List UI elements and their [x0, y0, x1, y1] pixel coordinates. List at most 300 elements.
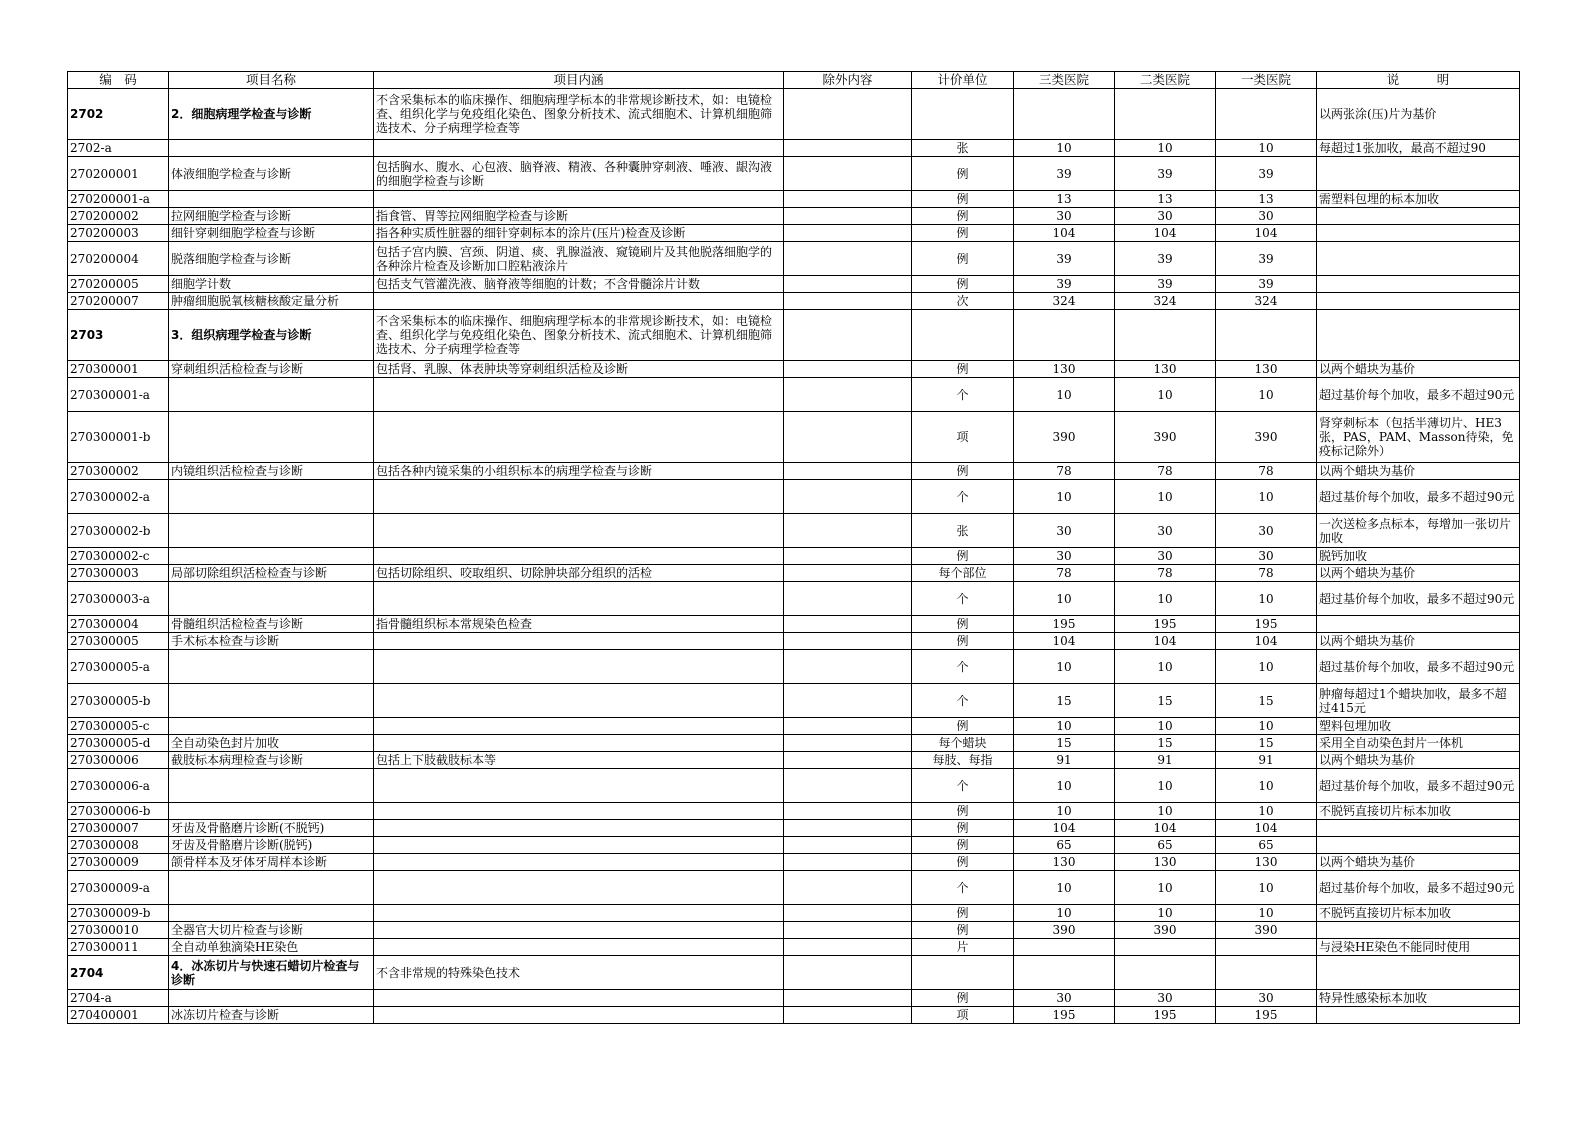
exclusions-cell: [784, 633, 912, 650]
item-content-cell: 包括肾、乳腺、体表肿块等穿刺组织活检及诊断: [374, 361, 784, 378]
header-unit: 计价单位: [912, 72, 1014, 89]
class3-price-cell: 10: [1014, 871, 1115, 905]
class1-price-cell: 13: [1216, 191, 1317, 208]
item-content-cell: [374, 735, 784, 752]
notes-cell: 肾穿刺标本（包括半薄切片、HE3张，PAS，PAM、Masson待染，免疫标记除外）: [1317, 412, 1520, 463]
class3-price-cell: 390: [1014, 412, 1115, 463]
class3-price-cell: 78: [1014, 565, 1115, 582]
table-row: [68, 140, 1520, 157]
class3-price-cell: 10: [1014, 140, 1115, 157]
class3-price-cell: 130: [1014, 854, 1115, 871]
item-name-cell: [169, 191, 374, 208]
item-name-cell: 冰冻切片检查与诊断: [169, 1007, 374, 1024]
item-name-cell: 局部切除组织活检检查与诊断: [169, 565, 374, 582]
exclusions-cell: [784, 735, 912, 752]
item-content-cell: [374, 191, 784, 208]
exclusions-cell: [784, 208, 912, 225]
notes-cell: 肿瘤每超过1个蜡块加收，最多不超过415元: [1317, 684, 1520, 718]
class1-price-cell: 39: [1216, 276, 1317, 293]
item-name-cell: [169, 718, 374, 735]
notes-cell: 超过基价每个加收，最多不超过90元: [1317, 582, 1520, 616]
unit-cell: 个: [912, 378, 1014, 412]
exclusions-cell: [784, 310, 912, 361]
code-cell: 270300005: [68, 633, 169, 650]
unit-cell: 每个蜡块: [912, 735, 1014, 752]
exclusions-cell: [784, 820, 912, 837]
class3-price-cell: 30: [1014, 514, 1115, 548]
class2-price-cell: 65: [1115, 837, 1216, 854]
class2-price-cell: 10: [1115, 480, 1216, 514]
class3-price-cell: 30: [1014, 990, 1115, 1007]
class2-price-cell: 30: [1115, 548, 1216, 565]
class2-price-cell: 78: [1115, 565, 1216, 582]
notes-cell: 以两个蜡块为基价: [1317, 361, 1520, 378]
exclusions-cell: [784, 769, 912, 803]
unit-cell: 例: [912, 905, 1014, 922]
notes-cell: 超过基价每个加收，最多不超过90元: [1317, 769, 1520, 803]
exclusions-cell: [784, 990, 912, 1007]
class2-price-cell: 30: [1115, 208, 1216, 225]
class1-price-cell: 104: [1216, 820, 1317, 837]
notes-cell: [1317, 276, 1520, 293]
table-row: [68, 361, 1520, 378]
class1-price-cell: 130: [1216, 361, 1317, 378]
unit-cell: 例: [912, 990, 1014, 1007]
class1-price-cell: 78: [1216, 463, 1317, 480]
class3-price-cell: 195: [1014, 616, 1115, 633]
code-cell: 270300001-a: [68, 378, 169, 412]
class3-price-cell: 390: [1014, 922, 1115, 939]
exclusions-cell: [784, 242, 912, 276]
table-row: [68, 633, 1520, 650]
item-content-cell: [374, 769, 784, 803]
unit-cell: 个: [912, 684, 1014, 718]
class2-price-cell: 130: [1115, 854, 1216, 871]
notes-cell: 采用全自动染色封片一体机: [1317, 735, 1520, 752]
exclusions-cell: [784, 871, 912, 905]
code-cell: 270300002-c: [68, 548, 169, 565]
item-content-cell: [374, 990, 784, 1007]
table-row: [68, 565, 1520, 582]
code-cell: 270300001: [68, 361, 169, 378]
notes-cell: [1317, 616, 1520, 633]
unit-cell: 例: [912, 463, 1014, 480]
notes-cell: [1317, 157, 1520, 191]
class3-price-cell: 104: [1014, 225, 1115, 242]
item-content-cell: [374, 1007, 784, 1024]
notes-cell: 塑料包埋加收: [1317, 718, 1520, 735]
table-row: [68, 854, 1520, 871]
exclusions-cell: [784, 225, 912, 242]
item-content-cell: 包括各种内镜采集的小组织标本的病理学检查与诊断: [374, 463, 784, 480]
class1-price-cell: [1216, 310, 1317, 361]
class3-price-cell: 10: [1014, 718, 1115, 735]
class1-price-cell: 65: [1216, 837, 1317, 854]
item-name-cell: 2．细胞病理学检查与诊断: [169, 89, 374, 140]
unit-cell: 项: [912, 412, 1014, 463]
code-cell: 270300002: [68, 463, 169, 480]
table-row: [68, 514, 1520, 548]
class1-price-cell: 91: [1216, 752, 1317, 769]
notes-cell: 不脱钙直接切片标本加收: [1317, 803, 1520, 820]
class3-price-cell: 30: [1014, 208, 1115, 225]
class1-price-cell: 30: [1216, 208, 1317, 225]
table-row: [68, 769, 1520, 803]
item-content-cell: [374, 837, 784, 854]
item-content-cell: [374, 684, 784, 718]
exclusions-cell: [784, 956, 912, 990]
code-cell: 270300009-b: [68, 905, 169, 922]
class1-price-cell: 30: [1216, 990, 1317, 1007]
exclusions-cell: [784, 582, 912, 616]
unit-cell: 项: [912, 1007, 1014, 1024]
exclusions-cell: [784, 803, 912, 820]
table-row: [68, 650, 1520, 684]
table-row: [68, 939, 1520, 956]
item-name-cell: 颌骨样本及牙体牙周样本诊断: [169, 854, 374, 871]
item-name-cell: 细针穿刺细胞学检查与诊断: [169, 225, 374, 242]
item-name-cell: [169, 480, 374, 514]
unit-cell: 例: [912, 191, 1014, 208]
exclusions-cell: [784, 361, 912, 378]
unit-cell: 例: [912, 854, 1014, 871]
table-row: [68, 871, 1520, 905]
class2-price-cell: 10: [1115, 718, 1216, 735]
class3-price-cell: 130: [1014, 361, 1115, 378]
class1-price-cell: 10: [1216, 769, 1317, 803]
class2-price-cell: 195: [1115, 1007, 1216, 1024]
code-cell: 270300002-a: [68, 480, 169, 514]
code-cell: 270300008: [68, 837, 169, 854]
item-content-cell: [374, 480, 784, 514]
item-content-cell: 指各种实质性脏器的细针穿刺标本的涂片(压片)检查及诊断: [374, 225, 784, 242]
class1-price-cell: 39: [1216, 157, 1317, 191]
class3-price-cell: 39: [1014, 242, 1115, 276]
header-notes: 说 明: [1317, 72, 1520, 89]
notes-cell: [1317, 208, 1520, 225]
table-row: [68, 616, 1520, 633]
item-content-cell: [374, 412, 784, 463]
exclusions-cell: [784, 565, 912, 582]
table-row: [68, 276, 1520, 293]
unit-cell: [912, 310, 1014, 361]
unit-cell: 个: [912, 582, 1014, 616]
unit-cell: 例: [912, 276, 1014, 293]
item-content-cell: 指食管、胃等拉网细胞学检查与诊断: [374, 208, 784, 225]
code-cell: 270400001: [68, 1007, 169, 1024]
class1-price-cell: 30: [1216, 548, 1317, 565]
notes-cell: 以两个蜡块为基价: [1317, 752, 1520, 769]
code-cell: 270300007: [68, 820, 169, 837]
notes-cell: [1317, 1007, 1520, 1024]
code-cell: 270300006-a: [68, 769, 169, 803]
class1-price-cell: 10: [1216, 582, 1317, 616]
notes-cell: 以两个蜡块为基价: [1317, 854, 1520, 871]
item-name-cell: [169, 582, 374, 616]
item-name-cell: [169, 140, 374, 157]
header-item-name: 项目名称: [169, 72, 374, 89]
unit-cell: 例: [912, 837, 1014, 854]
item-name-cell: [169, 514, 374, 548]
notes-cell: [1317, 820, 1520, 837]
item-content-cell: 包括支气管灌洗液、脑脊液等细胞的计数；不含骨髓涂片计数: [374, 276, 784, 293]
item-name-cell: [169, 905, 374, 922]
exclusions-cell: [784, 752, 912, 769]
code-cell: 2702-a: [68, 140, 169, 157]
class3-price-cell: 39: [1014, 157, 1115, 191]
unit-cell: 次: [912, 293, 1014, 310]
header-row: [68, 72, 1520, 89]
header-exclusions: 除外内容: [784, 72, 912, 89]
item-content-cell: 包括上下肢截肢标本等: [374, 752, 784, 769]
class2-price-cell: 91: [1115, 752, 1216, 769]
item-name-cell: [169, 412, 374, 463]
item-name-cell: 细胞学计数: [169, 276, 374, 293]
class2-price-cell: 10: [1115, 769, 1216, 803]
unit-cell: 个: [912, 871, 1014, 905]
exclusions-cell: [784, 140, 912, 157]
notes-cell: 以两张涂(压)片为基价: [1317, 89, 1520, 140]
unit-cell: 例: [912, 922, 1014, 939]
exclusions-cell: [784, 650, 912, 684]
code-cell: 270300006: [68, 752, 169, 769]
notes-cell: 不脱钙直接切片标本加收: [1317, 905, 1520, 922]
class3-price-cell: 10: [1014, 378, 1115, 412]
class1-price-cell: 10: [1216, 378, 1317, 412]
class3-price-cell: 65: [1014, 837, 1115, 854]
header-class1-price: 一类医院: [1216, 72, 1317, 89]
table-row: [68, 1007, 1520, 1024]
unit-cell: 例: [912, 616, 1014, 633]
class2-price-cell: 104: [1115, 633, 1216, 650]
unit-cell: 个: [912, 480, 1014, 514]
class1-price-cell: 130: [1216, 854, 1317, 871]
item-content-cell: [374, 293, 784, 310]
notes-cell: [1317, 310, 1520, 361]
class2-price-cell: 10: [1115, 378, 1216, 412]
class1-price-cell: 390: [1216, 922, 1317, 939]
class1-price-cell: 15: [1216, 684, 1317, 718]
item-content-cell: [374, 718, 784, 735]
table-row: [68, 378, 1520, 412]
notes-cell: 特异性感染标本加收: [1317, 990, 1520, 1007]
class2-price-cell: 15: [1115, 684, 1216, 718]
unit-cell: 例: [912, 361, 1014, 378]
class1-price-cell: [1216, 89, 1317, 140]
class1-price-cell: 390: [1216, 412, 1317, 463]
item-content-cell: [374, 803, 784, 820]
code-cell: 270200007: [68, 293, 169, 310]
exclusions-cell: [784, 191, 912, 208]
item-name-cell: 4．冰冻切片与快速石蜡切片检查与诊断: [169, 956, 374, 990]
class1-price-cell: 10: [1216, 140, 1317, 157]
exclusions-cell: [784, 480, 912, 514]
class3-price-cell: 10: [1014, 803, 1115, 820]
header-class2-price: 二类医院: [1115, 72, 1216, 89]
item-content-cell: [374, 378, 784, 412]
item-content-cell: [374, 854, 784, 871]
exclusions-cell: [784, 922, 912, 939]
unit-cell: 每肢、每指: [912, 752, 1014, 769]
table-row: [68, 293, 1520, 310]
code-cell: 2702: [68, 89, 169, 140]
class3-price-cell: 10: [1014, 650, 1115, 684]
table-row: [68, 718, 1520, 735]
class2-price-cell: 104: [1115, 225, 1216, 242]
item-content-cell: [374, 140, 784, 157]
class3-price-cell: 91: [1014, 752, 1115, 769]
class3-price-cell: [1014, 939, 1115, 956]
code-cell: 270300005-d: [68, 735, 169, 752]
class2-price-cell: [1115, 310, 1216, 361]
exclusions-cell: [784, 837, 912, 854]
notes-cell: 与浸染HE染色不能同时使用: [1317, 939, 1520, 956]
class1-price-cell: 10: [1216, 650, 1317, 684]
code-cell: 270300003: [68, 565, 169, 582]
code-cell: 270300006-b: [68, 803, 169, 820]
class2-price-cell: 130: [1115, 361, 1216, 378]
class2-price-cell: 195: [1115, 616, 1216, 633]
table-row: [68, 803, 1520, 820]
table-row: [68, 480, 1520, 514]
code-cell: 270200001-a: [68, 191, 169, 208]
item-name-cell: 全自动染色封片加收: [169, 735, 374, 752]
code-cell: 270300003-a: [68, 582, 169, 616]
item-name-cell: 穿刺组织活检检查与诊断: [169, 361, 374, 378]
unit-cell: 例: [912, 225, 1014, 242]
class3-price-cell: 30: [1014, 548, 1115, 565]
exclusions-cell: [784, 548, 912, 565]
class3-price-cell: 15: [1014, 735, 1115, 752]
item-content-cell: 包括切除组织、咬取组织、切除肿块部分组织的活检: [374, 565, 784, 582]
unit-cell: 例: [912, 803, 1014, 820]
unit-cell: 每个部位: [912, 565, 1014, 582]
exclusions-cell: [784, 293, 912, 310]
class2-price-cell: 10: [1115, 803, 1216, 820]
unit-cell: [912, 956, 1014, 990]
class1-price-cell: 104: [1216, 225, 1317, 242]
class1-price-cell: 15: [1216, 735, 1317, 752]
unit-cell: 例: [912, 633, 1014, 650]
table-row: [68, 548, 1520, 565]
table-row: [68, 820, 1520, 837]
exclusions-cell: [784, 905, 912, 922]
table-body: [68, 89, 1520, 1024]
class2-price-cell: [1115, 956, 1216, 990]
table-row: [68, 922, 1520, 939]
class3-price-cell: [1014, 956, 1115, 990]
item-content-cell: [374, 633, 784, 650]
exclusions-cell: [784, 1007, 912, 1024]
unit-cell: [912, 89, 1014, 140]
unit-cell: 个: [912, 769, 1014, 803]
class2-price-cell: 10: [1115, 582, 1216, 616]
notes-cell: [1317, 922, 1520, 939]
class1-price-cell: 39: [1216, 242, 1317, 276]
class2-price-cell: 104: [1115, 820, 1216, 837]
item-content-cell: [374, 922, 784, 939]
item-name-cell: 牙齿及骨骼磨片诊断(脱钙): [169, 837, 374, 854]
code-cell: 2704-a: [68, 990, 169, 1007]
code-cell: 270200001: [68, 157, 169, 191]
notes-cell: [1317, 293, 1520, 310]
code-cell: 270300004: [68, 616, 169, 633]
table-row: [68, 242, 1520, 276]
class2-price-cell: 390: [1115, 412, 1216, 463]
item-name-cell: 3．组织病理学检查与诊断: [169, 310, 374, 361]
item-name-cell: 手术标本检查与诊断: [169, 633, 374, 650]
class3-price-cell: 10: [1014, 769, 1115, 803]
class2-price-cell: 10: [1115, 871, 1216, 905]
class1-price-cell: 78: [1216, 565, 1317, 582]
code-cell: 270300002-b: [68, 514, 169, 548]
unit-cell: 例: [912, 157, 1014, 191]
code-cell: 270200002: [68, 208, 169, 225]
class1-price-cell: 104: [1216, 633, 1317, 650]
class2-price-cell: 10: [1115, 905, 1216, 922]
class1-price-cell: [1216, 939, 1317, 956]
exclusions-cell: [784, 89, 912, 140]
unit-cell: 例: [912, 242, 1014, 276]
table-row: [68, 735, 1520, 752]
exclusions-cell: [784, 616, 912, 633]
item-name-cell: 拉网细胞学检查与诊断: [169, 208, 374, 225]
notes-cell: [1317, 225, 1520, 242]
code-cell: 270200004: [68, 242, 169, 276]
item-name-cell: 全自动单独滴染HE染色: [169, 939, 374, 956]
unit-cell: 张: [912, 140, 1014, 157]
code-cell: 270200005: [68, 276, 169, 293]
class3-price-cell: [1014, 89, 1115, 140]
item-name-cell: [169, 378, 374, 412]
table-row: [68, 225, 1520, 242]
unit-cell: 例: [912, 208, 1014, 225]
class2-price-cell: [1115, 89, 1216, 140]
item-name-cell: [169, 548, 374, 565]
item-name-cell: 内镜组织活检检查与诊断: [169, 463, 374, 480]
code-cell: 2703: [68, 310, 169, 361]
class2-price-cell: 390: [1115, 922, 1216, 939]
class2-price-cell: 10: [1115, 650, 1216, 684]
class3-price-cell: 10: [1014, 905, 1115, 922]
item-name-cell: [169, 684, 374, 718]
exclusions-cell: [784, 718, 912, 735]
notes-cell: 超过基价每个加收，最多不超过90元: [1317, 650, 1520, 684]
class2-price-cell: 78: [1115, 463, 1216, 480]
class1-price-cell: 10: [1216, 803, 1317, 820]
notes-cell: 以两个蜡块为基价: [1317, 633, 1520, 650]
code-cell: 270300005-a: [68, 650, 169, 684]
item-content-cell: 不含采集标本的临床操作、细胞病理学标本的非常规诊断技术，如：电镜检查、组织化学与免疫组化染色、图象分析技术、流式细胞术、计算机细胞筛选技术、分子病理学检查等: [374, 310, 784, 361]
unit-cell: 片: [912, 939, 1014, 956]
item-content-cell: [374, 939, 784, 956]
class1-price-cell: 30: [1216, 514, 1317, 548]
item-name-cell: [169, 769, 374, 803]
class2-price-cell: [1115, 939, 1216, 956]
class2-price-cell: 324: [1115, 293, 1216, 310]
item-content-cell: [374, 582, 784, 616]
code-cell: 270300009: [68, 854, 169, 871]
code-cell: 270300001-b: [68, 412, 169, 463]
item-name-cell: [169, 871, 374, 905]
item-name-cell: [169, 650, 374, 684]
table-row: [68, 990, 1520, 1007]
notes-cell: 超过基价每个加收，最多不超过90元: [1317, 378, 1520, 412]
notes-cell: 超过基价每个加收，最多不超过90元: [1317, 871, 1520, 905]
notes-cell: 脱钙加收: [1317, 548, 1520, 565]
header-item-content: 项目内涵: [374, 72, 784, 89]
class1-price-cell: 195: [1216, 616, 1317, 633]
